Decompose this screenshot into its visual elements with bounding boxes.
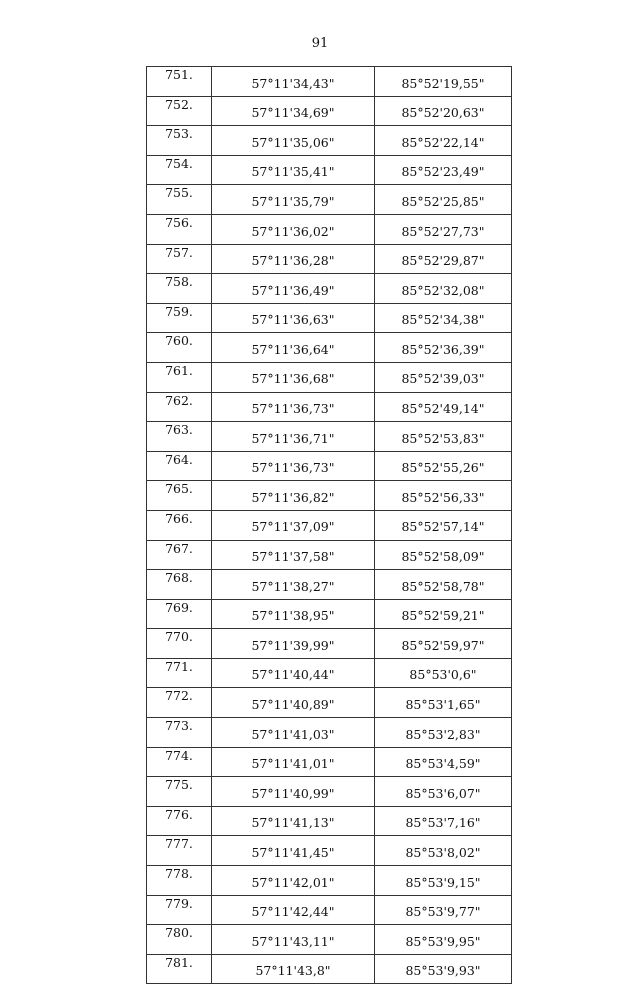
table-row <box>147 718 512 748</box>
longitude-cell: 85°52'19,55" <box>375 67 512 97</box>
longitude-cell: 85°53'9,95" <box>375 925 512 955</box>
latitude-cell: 57°11'36,73" <box>212 451 375 481</box>
longitude-cell: 85°52'57,14" <box>375 510 512 540</box>
point-number-cell: 777. <box>147 836 212 866</box>
longitude-cell: 85°52'59,21" <box>375 599 512 629</box>
table-row <box>147 244 512 274</box>
latitude-cell: 57°11'36,73" <box>212 392 375 422</box>
point-number-cell: 755. <box>147 185 212 215</box>
table-row <box>147 451 512 481</box>
point-number-cell: 764. <box>147 451 212 481</box>
longitude-cell: 85°52'55,26" <box>375 451 512 481</box>
longitude-cell: 85°53'7,16" <box>375 806 512 836</box>
table-row <box>147 362 512 392</box>
latitude-cell: 57°11'42,44" <box>212 895 375 925</box>
latitude-cell: 57°11'36,82" <box>212 481 375 511</box>
table-row <box>147 747 512 777</box>
longitude-cell: 85°52'58,78" <box>375 570 512 600</box>
table-row <box>147 96 512 126</box>
latitude-cell: 57°11'40,99" <box>212 777 375 807</box>
point-number-cell: 775. <box>147 777 212 807</box>
point-number-cell: 769. <box>147 599 212 629</box>
table-row <box>147 629 512 659</box>
table-row <box>147 599 512 629</box>
coordinates-table-body <box>147 67 512 984</box>
longitude-cell: 85°53'9,15" <box>375 866 512 896</box>
longitude-cell: 85°52'22,14" <box>375 126 512 156</box>
point-number-cell: 758. <box>147 274 212 304</box>
latitude-cell: 57°11'43,8" <box>212 954 375 984</box>
table-row <box>147 155 512 185</box>
latitude-cell: 57°11'35,41" <box>212 155 375 185</box>
point-number-cell: 772. <box>147 688 212 718</box>
point-number-cell: 778. <box>147 866 212 896</box>
latitude-cell: 57°11'36,28" <box>212 244 375 274</box>
point-number-cell: 773. <box>147 718 212 748</box>
table-row <box>147 333 512 363</box>
latitude-cell: 57°11'41,45" <box>212 836 375 866</box>
latitude-cell: 57°11'34,43" <box>212 67 375 97</box>
point-number-cell: 754. <box>147 155 212 185</box>
longitude-cell: 85°53'1,65" <box>375 688 512 718</box>
table-row <box>147 67 512 97</box>
latitude-cell: 57°11'36,63" <box>212 303 375 333</box>
page-number: 91 <box>311 36 329 51</box>
point-number-cell: 757. <box>147 244 212 274</box>
point-number-cell: 776. <box>147 806 212 836</box>
latitude-cell: 57°11'36,68" <box>212 362 375 392</box>
latitude-cell: 57°11'36,02" <box>212 214 375 244</box>
latitude-cell: 57°11'43,11" <box>212 925 375 955</box>
table-row <box>147 185 512 215</box>
table-row <box>147 866 512 896</box>
longitude-cell: 85°52'23,49" <box>375 155 512 185</box>
point-number-cell: 761. <box>147 362 212 392</box>
table-row <box>147 392 512 422</box>
point-number-cell: 760. <box>147 333 212 363</box>
latitude-cell: 57°11'36,71" <box>212 422 375 452</box>
longitude-cell: 85°52'58,09" <box>375 540 512 570</box>
longitude-cell: 85°53'4,59" <box>375 747 512 777</box>
point-number-cell: 756. <box>147 214 212 244</box>
table-row <box>147 954 512 984</box>
point-number-cell: 768. <box>147 570 212 600</box>
point-number-cell: 767. <box>147 540 212 570</box>
table-row <box>147 777 512 807</box>
point-number-cell: 774. <box>147 747 212 777</box>
longitude-cell: 85°52'20,63" <box>375 96 512 126</box>
longitude-cell: 85°53'2,83" <box>375 718 512 748</box>
longitude-cell: 85°53'0,6" <box>375 658 512 688</box>
latitude-cell: 57°11'42,01" <box>212 866 375 896</box>
point-number-cell: 781. <box>147 954 212 984</box>
longitude-cell: 85°53'6,07" <box>375 777 512 807</box>
point-number-cell: 763. <box>147 422 212 452</box>
latitude-cell: 57°11'34,69" <box>212 96 375 126</box>
table-row <box>147 540 512 570</box>
latitude-cell: 57°11'38,95" <box>212 599 375 629</box>
longitude-cell: 85°52'49,14" <box>375 392 512 422</box>
longitude-cell: 85°53'9,77" <box>375 895 512 925</box>
point-number-cell: 770. <box>147 629 212 659</box>
latitude-cell: 57°11'36,64" <box>212 333 375 363</box>
longitude-cell: 85°52'36,39" <box>375 333 512 363</box>
longitude-cell: 85°52'27,73" <box>375 214 512 244</box>
latitude-cell: 57°11'37,09" <box>212 510 375 540</box>
point-number-cell: 762. <box>147 392 212 422</box>
table-row <box>147 303 512 333</box>
latitude-cell: 57°11'38,27" <box>212 570 375 600</box>
point-number-cell: 752. <box>147 96 212 126</box>
longitude-cell: 85°52'34,38" <box>375 303 512 333</box>
point-number-cell: 759. <box>147 303 212 333</box>
latitude-cell: 57°11'35,79" <box>212 185 375 215</box>
longitude-cell: 85°53'8,02" <box>375 836 512 866</box>
table-row <box>147 481 512 511</box>
longitude-cell: 85°52'39,03" <box>375 362 512 392</box>
table-row <box>147 925 512 955</box>
longitude-cell: 85°52'59,97" <box>375 629 512 659</box>
table-row <box>147 126 512 156</box>
table-row <box>147 895 512 925</box>
point-number-cell: 779. <box>147 895 212 925</box>
latitude-cell: 57°11'37,58" <box>212 540 375 570</box>
point-number-cell: 766. <box>147 510 212 540</box>
coordinates-table <box>146 66 512 984</box>
longitude-cell: 85°53'9,93" <box>375 954 512 984</box>
table-row <box>147 836 512 866</box>
latitude-cell: 57°11'40,89" <box>212 688 375 718</box>
table-row <box>147 658 512 688</box>
point-number-cell: 771. <box>147 658 212 688</box>
point-number-cell: 751. <box>147 67 212 97</box>
table-row <box>147 510 512 540</box>
table-row <box>147 570 512 600</box>
table-row <box>147 422 512 452</box>
latitude-cell: 57°11'41,13" <box>212 806 375 836</box>
longitude-cell: 85°52'56,33" <box>375 481 512 511</box>
latitude-cell: 57°11'40,44" <box>212 658 375 688</box>
point-number-cell: 780. <box>147 925 212 955</box>
table-row <box>147 214 512 244</box>
point-number-cell: 753. <box>147 126 212 156</box>
longitude-cell: 85°52'29,87" <box>375 244 512 274</box>
latitude-cell: 57°11'41,03" <box>212 718 375 748</box>
latitude-cell: 57°11'36,49" <box>212 274 375 304</box>
latitude-cell: 57°11'41,01" <box>212 747 375 777</box>
longitude-cell: 85°52'32,08" <box>375 274 512 304</box>
table-row <box>147 806 512 836</box>
latitude-cell: 57°11'35,06" <box>212 126 375 156</box>
point-number-cell: 765. <box>147 481 212 511</box>
longitude-cell: 85°52'25,85" <box>375 185 512 215</box>
table-row <box>147 688 512 718</box>
latitude-cell: 57°11'39,99" <box>212 629 375 659</box>
longitude-cell: 85°52'53,83" <box>375 422 512 452</box>
table-row <box>147 274 512 304</box>
